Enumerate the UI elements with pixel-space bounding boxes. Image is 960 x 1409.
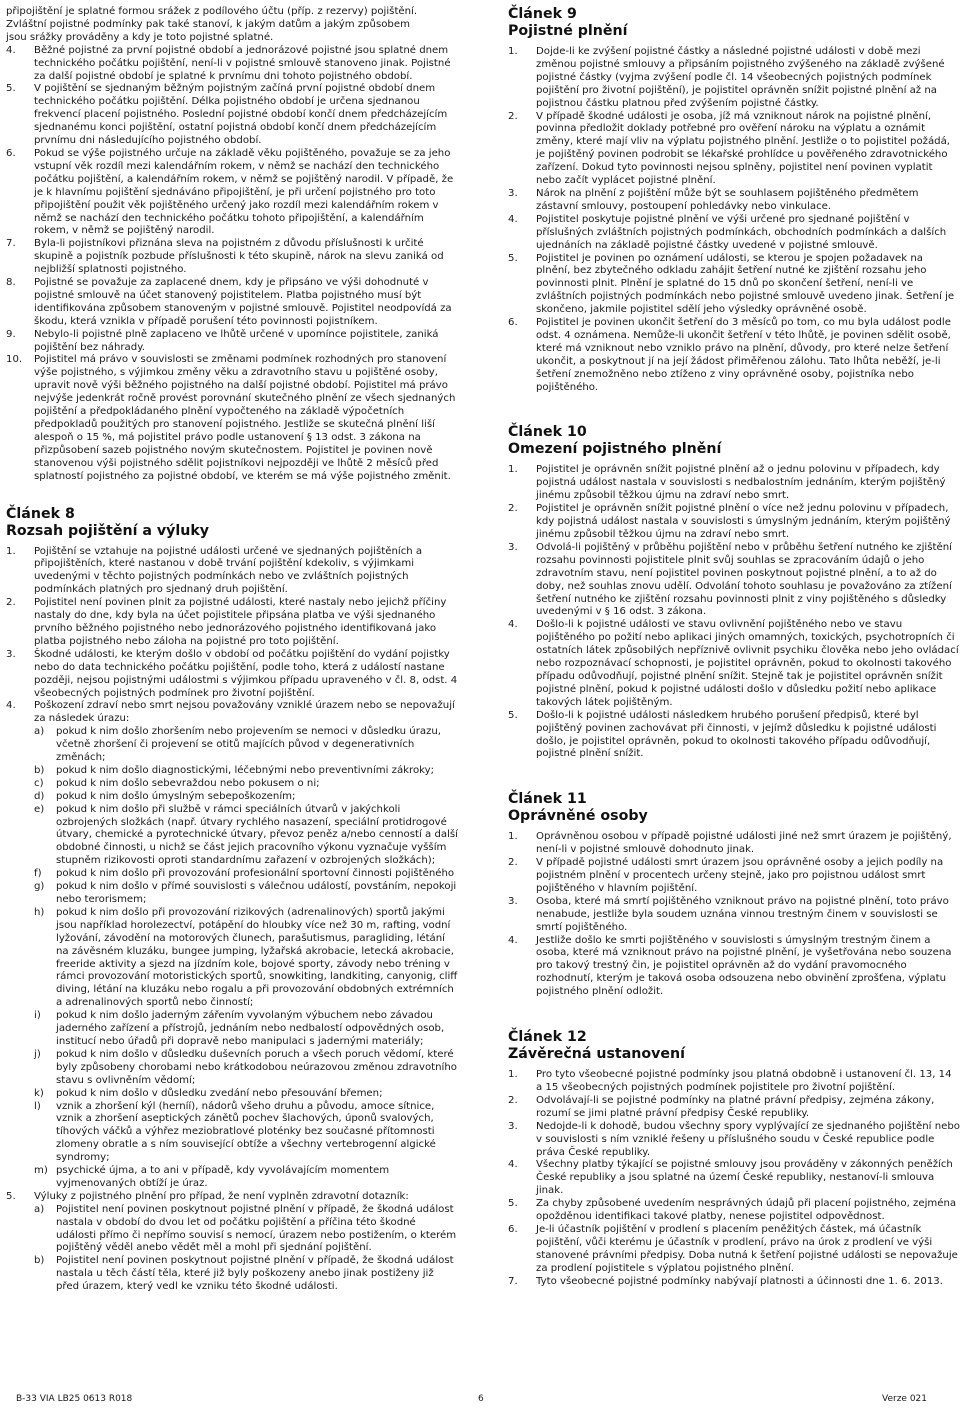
item-text: Nebylo-li pojistné plně zaplaceno ve lhůtě určené v upomínce pojistitele, zaniká pojištění bez náhrady.: [34, 328, 439, 353]
item-text: Pojistitel je povinen po oznámení události, se kterou je spojen požadavek na plnění, bez zbytečného odkladu zahájit šetření nutné ke zjištění rozsahu jeho povinnosti plnit. Plnění je splatné do 15 dnů po skončení šetření, není-li ve zvláštních pojistných podmínkách nebo pojistné smlouvě uvedeno jinak. Šetření je skončeno, jakmile pojistitel sdělí jeho výsledky oprávněné osobě.: [536, 252, 955, 316]
item-text: Běžné pojistné za první pojistné období a jednorázové pojistné jsou splatné dnem technického počátku pojištění, není-li v pojistné smlouvě stanoveno jinak. Pojistné za další pojistné období je splatné k prvnímu dni tohoto pojistného období.: [34, 44, 451, 82]
item-number: 3.: [508, 1120, 518, 1132]
item-number: 1.: [6, 545, 16, 557]
list-item: [6, 148, 458, 238]
list-item: [508, 317, 960, 394]
item-number: 7.: [508, 1275, 518, 1287]
item-text: Pokud se výše pojistného určuje na základě věku pojištěného, považuje se za jeho vstupní věk rozdíl mezi kalendářním rokem, v němž se nachází den technického počátku pojištění, a kalendářním rokem, v němž se pojištěný narodil. V případě, že je k hlavnímu pojištění sjednáváno připojištění, je při určení pojistného pro toto připojištění použit věk pojištěného určený jako rozdíl mezi kalendářním rokem v němž se nachází den technického počátku tohoto připojištění, a kalendářním rokem, v němž se pojištěný narodil.: [34, 147, 454, 237]
item-text: Nedojde-li k dohodě, budou všechny spory vyplývající ze sjednaného pojištění nebo v souvislosti s ním vzniklé řešeny u příslušného soudu v České republice podle práva České republiky.: [536, 1120, 960, 1158]
item-number: 1.: [508, 46, 518, 57]
item-number: 6.: [508, 1223, 518, 1235]
item-text: Pojistitel je povinen ukončit šetření do 3 měsíců po tom, co mu byla událost podle odst. 4 oznámena. Nemůže-li ukončit šetření v této lhůtě, je povinen sdělit osobě, které má vzniknout nebo vzniklo právo na plnění, důvody, pro které nelze šetření ukončit, a poskytnout jí na její žádost přiměřenou zálohu. Tato lhůta neběží, je-li šetření znemožněno nebo ztíženo z viny oprávněné osoby, pojistníka nebo pojištěného.: [536, 317, 951, 393]
item-number: 2.: [508, 1094, 518, 1106]
item-number: 3.: [508, 541, 518, 553]
footer-document-code: B-33 VIA LB25 0613 R018: [16, 1394, 133, 1404]
list-item: [508, 857, 960, 896]
item-number: 5.: [6, 83, 16, 95]
sub-item-letter: g): [34, 881, 45, 893]
list-item: [508, 46, 960, 111]
list-item: [508, 542, 960, 619]
sub-item: [34, 791, 458, 804]
item-text: Oprávněnou osobou v případě pojistné události jiné než smrt úrazem je pojištěný, není-li v pojistné smlouvě dohodnuto jinak.: [536, 831, 952, 856]
sub-item: [34, 778, 458, 791]
sub-item-text: pokud k nim došlo v důsledku duševních poruch a všech poruch vědomí, které byly způsobeny chorobami nebo krátkodobou neúrazovou změnou zdravotního stavu s ovlivněním vědomí;: [56, 1048, 457, 1086]
item-number: 4.: [508, 1159, 518, 1171]
sub-item: [34, 907, 458, 1010]
item-text: Tyto všeobecné pojistné podmínky nabývají platnosti a účinnosti dne 1. 6. 2013.: [536, 1275, 943, 1287]
item-number: 10.: [6, 354, 23, 366]
item-number: 7.: [6, 238, 16, 250]
footer-version: Verze 021: [882, 1394, 927, 1404]
sub-item-letter: b): [34, 1255, 45, 1267]
list-item: [508, 619, 960, 709]
list-item: [6, 546, 458, 598]
footer-page-number: 6: [478, 1394, 484, 1404]
list-item: [6, 597, 458, 649]
article-9-subtitle: Pojistné plnění: [508, 23, 628, 39]
sub-item-letter: b): [34, 764, 45, 776]
sub-item: [34, 804, 458, 869]
sub-item-text: Pojistitel není povinen poskytnout pojistné plnění v případě, že škodná událost nastala v období do dvou let od počátku pojištění a příčina této škodné události přímo či nepřímo souvisí s nemocí, úrazem nebo postižením, o kterém pojištěný věděl anebo vědět měl a mohl při sjednání pojištění.: [56, 1203, 457, 1254]
sub-item: [34, 881, 458, 907]
item-number: 4.: [508, 934, 518, 946]
list-item: [6, 329, 458, 355]
sub-item-letter: m): [34, 1165, 48, 1177]
intro-line: jsou srážky prováděny a kdy je toto pojistné splatné.: [6, 31, 274, 43]
article-8-subtitle: Rozsah pojištění a výluky: [6, 522, 210, 539]
sub-item-text: pokud k nim došlo v přímé souvislosti s válečnou událostí, povstáním, nepokoji nebo terorismem;: [56, 881, 457, 905]
list-item: [6, 83, 458, 148]
list-item: [508, 464, 960, 503]
item-text: Pojistitel je oprávněn snížit pojistné plnění o více než jednu polovinu v případech, kdy pojistná událost nastala v souvislosti s úmyslným jednáním, kterým pojištěný jinému způsobil těžkou újmu na zdraví nebo smrt.: [536, 503, 951, 540]
article-10-subtitle: Omezení pojistného plnění: [508, 441, 722, 458]
list-item: [6, 277, 458, 329]
sub-item-text: pokud k nim došlo zhoršením nebo projevením se nemoci v důsledku úrazu, včetně zhoršení či projevení se otitů majících původ v degenerativních změnách;: [56, 726, 442, 764]
item-text: Nárok na plnění z pojištění může být se souhlasem pojištěného předmětem zástavní smlouvy, postoupení pohledávky nebo vinkulace.: [536, 187, 919, 212]
item-number: 4.: [508, 619, 518, 631]
item-text: Za chyby způsobené uvedením nesprávných údajů při placení pojistného, zejména opožděnou identifikaci takové platby, nenese pojistitel odpovědnost.: [536, 1198, 957, 1223]
item-number: 5.: [508, 1198, 518, 1210]
item-text: Výluky z pojistného plnění pro případ, že není vyplněn zdravotní dotazník:: [34, 1190, 409, 1202]
list-item: [6, 45, 458, 84]
sub-item-text: pokud k nim došlo jaderným zářením vyvolaným výbuchem nebo závadou jaderného zařízení a přístrojů, jednáním nebo nedbalostí odpovědných osob, institucí nebo úřadů při dopravě nebo manipulaci s jadernými materiály;: [56, 1010, 445, 1047]
item-text: Odvolá-li pojištěný v průběhu pojištění nebo v průběhu šetření nutného ke zjištění rozsahu povinnosti pojistitele plnit svůj souhlas se zpracováním údajů o jeho zdravotním stavu, není pojistitel povinen poskytnout pojistné plnění, a to až do doby, než souhlas znovu udělí. Odvolání tohoto souhlasu je považováno za ztížení šetření nutného ke zjištění rozsahu povinnosti plnit z viny pojištěného s důsledky uvedenými v § 16 odst. 3 zákona.: [536, 541, 952, 618]
sub-item: [34, 765, 458, 778]
sub-item-text: pokud k nim došlo diagnostickými, léčebnými nebo preventivními zákroky;: [56, 764, 435, 776]
item-number: 9.: [6, 328, 16, 340]
item-number: 1.: [508, 831, 518, 843]
sub-item-text: vznik a zhoršení kýl (herníí), nádorů všeho druhu a původu, amoce sítnice, vznik a zhoršení aseptických zánětů pochev šlachových, úponů svalových, tíhových váčků a výhřez meziobratlové ploténky bez současné přítomnosti zlomeny obratle a s ním související obtíže a všechny vertebrogenní algické syndromy;: [56, 1100, 436, 1164]
item-text: V případě pojistné události smrt úrazem jsou oprávněné osoby a jejich podíly na pojistném plnění v procentech určeny stejně, jako pro pojistnou událost smrt pojištěného v hlavním pojištění.: [536, 857, 944, 894]
sub-item-letter: a): [34, 726, 45, 738]
item-text: Pojistné se považuje za zaplacené dnem, kdy je připsáno ve výši dohodnuté v pojistné smlouvě na účet stanovený pojistitelem. Platba pojistného musí být identifikována způsobem stanoveným v pojistné smlouvě. Pojistitel neodpovídá za škodu, která vznikla v případě porušení této povinnosti pojistníkem.: [34, 277, 452, 327]
list-item: [6, 700, 458, 726]
item-number: 4.: [6, 44, 16, 56]
sub-item-text: pokud k nim došlo při službě v rámci speciálních útvarů v jakýchkoli ozbrojených složkách (např. útvary rychlého nasazení, speciální protidrogové útvary, chemické a pyrotechnické útvary, převoz peněz a/nebo cenností a další obdobné činnosti, u nichž se část jejich pracovního výkonu vyznačuje vyšším stupněm rizikovosti oproti standardnímu zařazení v ozbrojených složkách);: [56, 803, 458, 867]
item-text: Pojistitel je oprávněn snížit pojistné plnění až o jednu polovinu v případech, kdy pojistná událost nastala v souvislosti s nedbalostním jednáním, kterým pojištěný jinému způsobil těžkou újmu na zdraví nebo smrt.: [536, 464, 946, 502]
item-text: V pojištění se sjednaným běžným pojistným začíná první pojistné období dnem technického počátku pojištění. Délka pojistného období je určena sjednanou frekvencí placení pojistného. Poslední pojistné období končí dnem předcházejícím sjednanému konci pojištění, ostatní pojistná období končí dnem předcházejícím prvnímu dni následujícího pojistného období.: [34, 83, 448, 147]
list-item: [6, 1191, 458, 1204]
item-number: 8.: [6, 277, 16, 289]
sub-item-text: Pojistitel není povinen poskytnout pojistné plnění v případě, že škodná událost nastala u těch částí těla, které již byly poškozeny anebo jinak postiženy již před úrazem, který vedl ke vzniku této škodné události.: [56, 1255, 454, 1293]
item-text: Všechny platby týkající se pojistné smlouvy jsou prováděny v zákonných peněžích České republiky a jsou splatné na území České republiky, nestanoví-li smlouva jinak.: [536, 1159, 953, 1197]
item-number: 3.: [6, 648, 16, 660]
intro-line: Zvláštní pojistné podmínky pak také stanoví, k jakým datům a jakým způsobem: [6, 18, 410, 30]
sub-item-letter: e): [34, 803, 45, 815]
item-text: Došlo-li k pojistné události ve stavu ovlivnění pojištěného nebo ve stavu pojištěného po požití nebo aplikaci jiných omamných, toxických, psychotropních či ostatních látek způsobilých nepříznivě ovlivnit psychiku člověka nebo jeho ovládací nebo rozpoznávací schopnosti, je pojistitel oprávněn, pokud to okolnosti takového případu odůvodňují, pojistné plnění snížit. Stejně tak je pojistitel oprávněn snížit pojistné plnění, pokud k pojistné události došlo v důsledku požití nebo aplikace takových látek pojištěným.: [536, 619, 959, 708]
item-text: Jestliže došlo ke smrti pojištěného v souvislosti s úmyslným trestným činem a osoba, které má vzniknout právo na pojistné plnění, je vyšetřována nebo souzena pro takový trestný čin, je pojistitel oprávněn až do vydání pravomocného rozhodnutí, kterým je taková osoba odsouzena nebo obvinění zprošťena, výplatu pojistného plnění odložit.: [536, 934, 952, 998]
sub-item: [34, 1101, 458, 1166]
sub-item-letter: l): [34, 1100, 41, 1112]
sub-item: [34, 1255, 458, 1294]
list-item: [508, 111, 960, 188]
article-10-title: Článek 10: [508, 424, 587, 441]
sub-item-letter: d): [34, 790, 45, 802]
item-number: 3.: [508, 895, 518, 907]
list-item: [508, 214, 960, 253]
item-text: Pojistitel má právo v souvislosti se změnami podmínek rozhodných pro stanovení výše pojistného, s výjimkou změny věku a zdravotního stavu u pojištěné osoby, upravit nově výši běžného pojistného na další pojistné období. Pojistitel má právo nejvýše jedenkrát ročně provést porovnání skutečného plnění ze všech sjednaných pojištění a předpokládaného plnění vypočteného na základě výpočetních předpokladů použitých pro stanovení pojistného. Jestliže se skutečná plnění liší alespoň o 15 %, má pojistitel právo podle ustanovení § 13 odst. 3 zákona na přizpůsobení sazeb pojistného novým skutečnostem. Pojistitel je povinen nově stanovenou výši pojistného sdělit pojistníkovi nejpozději ve lhůtě 2 měsíců před splatností pojistného za pojistné období, ve kterém se má výše pojistného změnit.: [34, 354, 456, 482]
item-number: 2.: [508, 503, 518, 515]
sub-item-text: psychické újma, a to ani v případě, kdy vyvolávajícím momentem vyjmenovaných obtíží je úraz.: [56, 1165, 390, 1189]
list-item: [508, 503, 960, 542]
sub-item-letter: f): [34, 868, 42, 880]
list-item: [508, 1276, 960, 1289]
sub-item-letter: h): [34, 906, 45, 918]
item-text: Pojistitel poskytuje pojistné plnění ve výši určené pro sjednané pojištění v příslušných zvláštních pojistných podmínkách, obchodních podmínkách a dalších ujednáních na základě pojistné částky uvedené v pojistné smlouvě.: [536, 213, 947, 251]
list-item: [508, 1121, 960, 1160]
item-number: 1.: [508, 1069, 518, 1081]
item-number: 4.: [6, 700, 16, 712]
article-12-subtitle: Závěrečná ustanovení: [508, 1046, 685, 1063]
item-text: Pro tyto všeobecné pojistné podmínky jsou platná obdobně i ustanovení čl. 13, 14 a 15 všeobecných pojistných podmínek pojistitele pro životní pojištění.: [536, 1069, 952, 1093]
sub-item: [34, 1010, 458, 1049]
list-item: [508, 1069, 960, 1095]
item-text: Došlo-li k pojistné události následkem hrubého porušení předpisů, které byl pojištěný povinen zachovávat při činnosti, v jejímž důsledku k pojistné události došlo, je pojistitel oprávněn, pokud to okolnosti takového případu odůvodňují, pojistné plnění snížit.: [536, 709, 937, 760]
item-number: 3.: [508, 187, 518, 199]
sub-item-letter: a): [34, 1203, 45, 1215]
sub-item-letter: c): [34, 777, 44, 789]
intro-line: připojištění je splatné formou srážek z podílového účtu (příp. z rezervy) pojištění.: [6, 6, 418, 17]
sub-item-text: pokud k nim došlo při provozování rizikových (adrenalinových) sportů jakými jsou například horolezectví, potápění do hloubky více než 30 m, rafting, vodní lyžování, závodění na motorových člunech, parašutismus, paragliding, létání na závěsném kluzáku, bungee jumping, lyžařská akrobacie, letecká akrobacie, freeride aktivity a sjezd na jízdním kole, bojové sporty, závody nebo tréning v rámci provozování motoristických sportů, snowkiting, landkiting, canyonig, cliff diving, létání na kluzáku nebo rogalu a při provozování obdobných extrémních a adrenalinových sportů nebo činností;: [56, 906, 458, 1009]
item-text: Škodné události, ke kterým došlo v období od počátku pojištění do vydání pojistky nebo do data technického počátku pojištění, podle toho, která z událostí nastane později, nejsou pojistnými událostmi s výjimkou případu upraveného v čl. 8, odst. 4 všeobecných pojistných podmínek pro životní pojištění.: [34, 648, 458, 699]
item-text: Poškození zdraví nebo smrt nejsou považovány vzniklé úrazem nebo se nepovažují za následek úrazu:: [34, 700, 455, 725]
item-number: 4.: [508, 213, 518, 225]
list-item: [508, 1159, 960, 1198]
sub-item: [34, 1049, 458, 1088]
right-column: [508, 6, 960, 1289]
article-9-title: Článek 9: [508, 6, 577, 22]
sub-item-letter: j): [34, 1048, 41, 1060]
article-11-title: Článek 11: [508, 791, 587, 808]
item-number: 5.: [508, 709, 518, 721]
sub-item-text: pokud k nim došlo při provozování profesionální sportovní činnosti pojištěného: [56, 868, 455, 880]
item-text: Osoba, které má smrtí pojištěného vzniknout právo na pojistné plnění, toto právo nenabude, jestliže byla soudem uznána vinnou trestným činem v souvislosti se smrtí pojištěného.: [536, 895, 949, 933]
sub-item: [34, 726, 458, 765]
item-text: Je-li účastník pojištění v prodlení s placením peněžitých částek, má účastník pojištění, vůči kterému je účastník v prodlení, právo na úrok z prodlení ve výši stanovené právními předpisy. Doba nutná k šetření pojistné události se nepovažuje za prodlení pojistitele s výplatou pojistného plnění.: [536, 1223, 958, 1274]
item-number: 2.: [508, 857, 518, 869]
list-item: [508, 1224, 960, 1276]
list-item: [508, 935, 960, 1000]
item-number: 5.: [508, 252, 518, 264]
sub-item-text: pokud k nim došlo sebevraždou nebo pokusem o ni;: [56, 777, 320, 789]
sub-item: [34, 868, 458, 881]
sub-item: [34, 1204, 458, 1256]
list-item: [6, 238, 458, 277]
list-item: [508, 188, 960, 214]
item-number: 2.: [6, 597, 16, 609]
item-number: 6.: [508, 317, 518, 329]
list-item: [508, 831, 960, 857]
list-item: [508, 710, 960, 762]
item-text: Pojistitel není povinen plnit za pojistné události, které nastaly nebo jejichž příčiny nastaly do dne, kdy byla na účet pojistitele připsána platba ve výši sjednaného prvního běžného pojistného nebo jednorázového pojistného identifikovaná jako platba pojistného nebo záloha na pojistné pro toto pojištění.: [34, 597, 447, 647]
list-item: [6, 354, 458, 483]
item-text: Byla-li pojistníkovi přiznána sleva na pojistném z důvodu příslušnosti k určité skupině a pojistník pozbude příslušnosti k této skupině, nárok na slevu zaniká od nejbližší splatnosti pojistného.: [34, 238, 444, 276]
list-item: [508, 1198, 960, 1224]
item-text: Pojištění se vztahuje na pojistné události určené ve sjednaných pojištěních a připojištěních, které nastanou v době trvání pojištění kdekoliv, s výjimkami uvedenými v těchto pojistných podmínkách nebo ve zvláštních pojistných podmínkách platných pro sjednaný druh pojištění.: [34, 545, 423, 596]
article-8-title: Článek 8: [6, 505, 75, 522]
sub-item-text: pokud k nim došlo úmyslným sebepoškozením;: [56, 790, 296, 802]
sub-item: [34, 1165, 458, 1191]
item-number: 2.: [508, 110, 518, 122]
sub-item-text: pokud k nim došlo v důsledku zvedání nebo přesouvání břemen;: [56, 1087, 383, 1099]
sub-item-letter: k): [34, 1087, 44, 1099]
item-text: Odvolávají-li se pojistné podmínky na platné právní předpisy, zejména zákony, rozumí se jimi platné právní předpisy České republiky.: [536, 1094, 935, 1119]
list-item: [6, 649, 458, 701]
item-text: Dojde-li ke zvýšení pojistné částky a následné pojistné události v době mezi změnou pojistné smlouvy a připsáním pojistného zvýšeného na základě zvýšené pojistné částky (vyjma zvýšení podle čl. 14 všeobecných pojistných podmínek pojištění pro životní pojištění), je pojistitel oprávněn snížit pojistné plnění až na pojistnou částku platnou před zvýšením pojistné částky.: [536, 46, 945, 109]
sub-item-letter: i): [34, 1010, 41, 1022]
item-text: V případě škodné události je osoba, jíž má vzniknout nárok na pojistné plnění, povinna předložit doklady potřebné pro ověření nároku na výplatu a oznámit změny, které mají vliv na výplatu pojistného plnění. Jestliže o to pojistitel požádá, je pojištěný povinen podrobit se lékařské prohlídce u pověřeného zdravotnického zařízení. Dokud tyto povinnosti nejsou splněny, pojistitel není povinen vyplatit nebo začít vyplácet pojistné plnění.: [536, 110, 951, 187]
article-12-title: Článek 12: [508, 1029, 587, 1046]
item-number: 1.: [508, 464, 518, 476]
sub-item: [34, 1088, 458, 1101]
item-number: 5.: [6, 1190, 16, 1202]
item-number: 6.: [6, 147, 16, 159]
list-item: [508, 253, 960, 318]
list-item: [508, 1095, 960, 1121]
left-column: [6, 6, 458, 1294]
list-item: [508, 896, 960, 935]
article-11-subtitle: Oprávněné osoby: [508, 808, 648, 825]
